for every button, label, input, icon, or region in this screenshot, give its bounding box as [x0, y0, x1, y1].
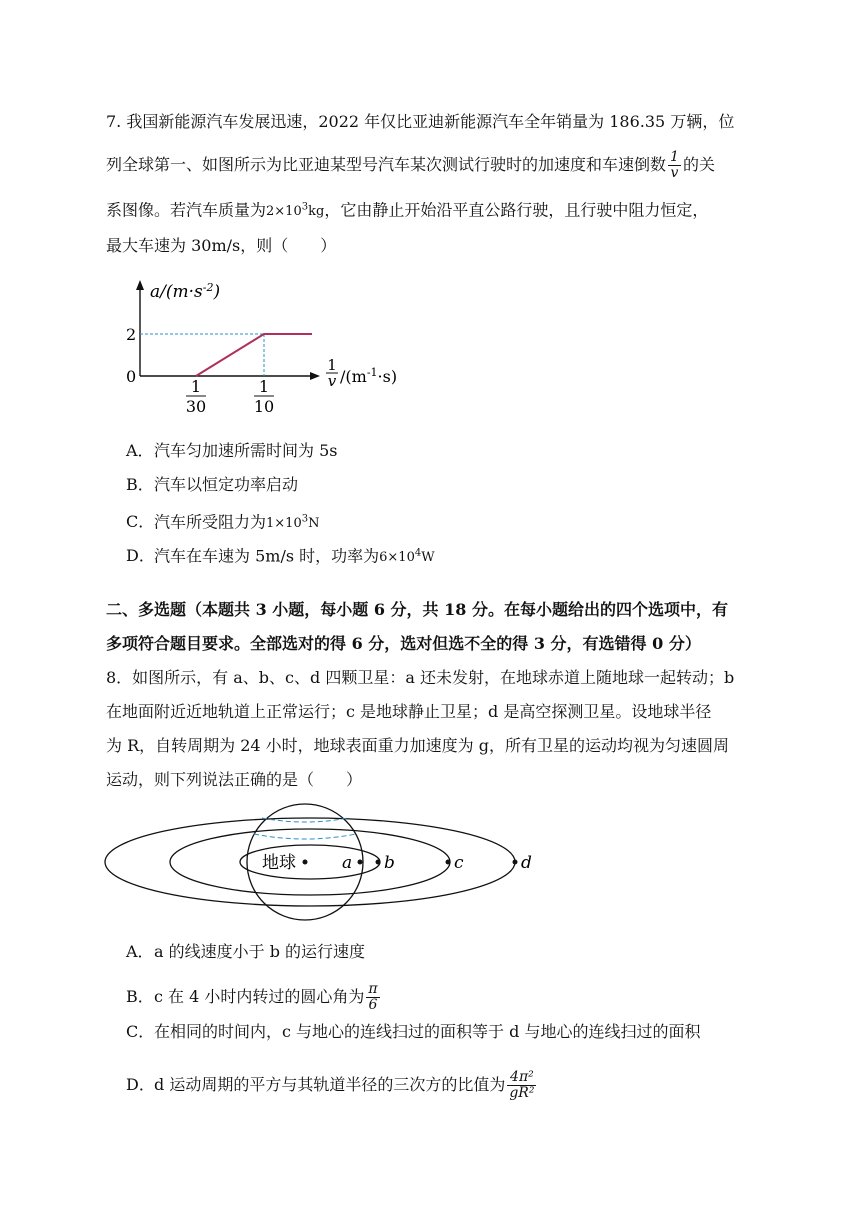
latitude-dashed-2 — [262, 818, 348, 822]
y-axis-arrow — [136, 280, 144, 290]
q7-line-4: 最大车速为 30m/s，则（ ） — [106, 236, 337, 255]
q7-line-2-pre: 列全球第一、如图所示为比亚迪某型号汽车某次测试行驶时的加速度和车速倒数 — [106, 155, 667, 174]
option-label: A． — [126, 942, 154, 961]
inverse-v-fraction — [668, 150, 681, 181]
option-label: A． — [126, 441, 154, 460]
q8-option-a[interactable] — [126, 942, 365, 962]
orbit-b — [240, 845, 380, 879]
latitude-dashed-1 — [254, 834, 356, 839]
q7-line-3-pre: 系图像。若汽车质量为 — [106, 200, 267, 220]
x-axis-arrow — [310, 372, 320, 380]
section-2-header-line-1: 二、多选题（本题共 3 小题，每小题 6 分，共 18 分。在每小题给出的四个选项中，有 — [106, 600, 728, 619]
origin-label: 0 — [126, 367, 137, 386]
q8-line-2: 在地面附近近地轨道上正常运行；c 是地球静止卫星；d 是高空探测卫星。设地球半径 — [106, 702, 712, 721]
x-label-num: 1 — [327, 356, 337, 374]
q7-line-1: 7. 我国新能源汽车发展迅速，2022 年仅比亚迪新能源汽车全年销量为 186.35 万辆，位 — [106, 112, 735, 131]
frac-num: π — [368, 981, 378, 997]
q7-option-b[interactable] — [126, 475, 298, 495]
frac-den: gR² — [509, 1085, 535, 1101]
value-base: 6×10 — [379, 550, 415, 566]
q8-option-d[interactable] — [126, 1070, 538, 1101]
a-vs-inverse-v-line — [196, 334, 312, 376]
x-tick-1-den: 30 — [185, 397, 207, 416]
option-label: D． — [126, 546, 155, 566]
option-label: B． — [126, 475, 154, 494]
q8-line-4: 运动，则下列说法正确的是（ ） — [106, 770, 363, 789]
q8-option-b[interactable] — [126, 982, 382, 1013]
q8-line-3: 为 R，自转周期为 24 小时，地球表面重力加速度为 g，所有卫星的运动均视为匀速圆周 — [106, 736, 729, 755]
option-text: 在相同的时间内，c 与地心的连线扫过的面积等于 d 与地心的连线扫过的面积 — [154, 1022, 701, 1041]
q7-line-2 — [106, 150, 776, 181]
option-text: 汽车匀加速所需时间为 5s — [154, 441, 338, 460]
frac-den: v — [670, 165, 679, 181]
label-b: b — [384, 853, 395, 873]
option-text: d 运动周期的平方与其轨道半径的三次方的比值为 — [154, 1075, 506, 1094]
satellite-b-dot — [376, 860, 381, 865]
option-value — [379, 550, 434, 565]
frac-num: 4π² — [507, 1070, 536, 1086]
graph-axes — [136, 280, 320, 380]
pi-over-6-fraction — [366, 982, 379, 1013]
satellite-a-dot — [358, 860, 363, 865]
value-unit: N — [308, 516, 320, 532]
label-a: a — [342, 853, 353, 873]
value-exp: 4 — [414, 548, 422, 559]
label-c: c — [454, 853, 464, 873]
q7-line-3-post: ，它由静止开始沿平直公路行驶，且行驶中阻力恒定， — [324, 200, 709, 220]
option-text: 汽车以恒定功率启动 — [154, 475, 299, 494]
y-axis-label: $a/(m\cdot s^{-2})$ — [150, 281, 221, 302]
x-label-den: v — [327, 372, 337, 390]
value-base: 1×10 — [266, 516, 302, 532]
q7-line-2-post: 的关 — [682, 155, 715, 174]
orbit-c — [170, 829, 450, 895]
q7-option-c[interactable] — [126, 510, 319, 534]
option-text: 汽车所受阻力为 — [154, 512, 267, 532]
q7-option-a[interactable] — [126, 441, 337, 461]
satellite-d-dot — [513, 860, 518, 865]
option-text: c 在 4 小时内转过的圆心角为 — [154, 987, 365, 1006]
option-label: D． — [126, 1075, 155, 1094]
option-label: B． — [126, 987, 154, 1006]
x-tick-1-num: 1 — [190, 377, 202, 396]
option-text: a 的线速度小于 b 的运行速度 — [154, 942, 366, 961]
mass-exp: 3 — [301, 202, 309, 213]
label-d: d — [521, 853, 532, 873]
frac-den: 6 — [368, 997, 378, 1013]
orbit-d — [105, 818, 515, 906]
x-label-unit: $/(m^{-1}\cdot s)$ — [340, 366, 398, 386]
satellite-c-dot — [446, 860, 451, 865]
value-exp: 3 — [301, 514, 309, 525]
ratio-fraction — [507, 1070, 536, 1101]
x-tick-2-num: 1 — [258, 377, 270, 396]
q8-option-c[interactable] — [126, 1022, 700, 1042]
option-label: C． — [126, 1022, 155, 1041]
x-tick-2-den: 10 — [253, 397, 275, 416]
q7-line-3 — [106, 198, 776, 222]
mass-value — [266, 204, 324, 219]
mass-unit: kg — [308, 204, 325, 220]
value-unit: W — [421, 550, 435, 566]
frac-num: 1 — [670, 149, 679, 165]
earth-circle — [247, 804, 363, 920]
q8-line-1: 8．如图所示，有 a、b、c、d 四颗卫星：a 还未发射，在地球赤道上随地球一起转动；b — [106, 668, 735, 687]
option-value — [266, 516, 319, 531]
option-label: C． — [126, 512, 155, 532]
earth-center-dot — [303, 860, 308, 865]
mass-base: 2×10 — [266, 204, 302, 220]
section-2-header-line-2: 多项符合题目要求。全部选对的得 6 分，选对但选不全的得 3 分，有选错得 0 分） — [106, 634, 701, 653]
earth-label: 地球 — [262, 853, 296, 873]
q7-option-d[interactable] — [126, 544, 435, 568]
option-text: 汽车在车速为 5m/s 时，功率为 — [154, 546, 380, 566]
y-tick-2: 2 — [126, 325, 137, 344]
